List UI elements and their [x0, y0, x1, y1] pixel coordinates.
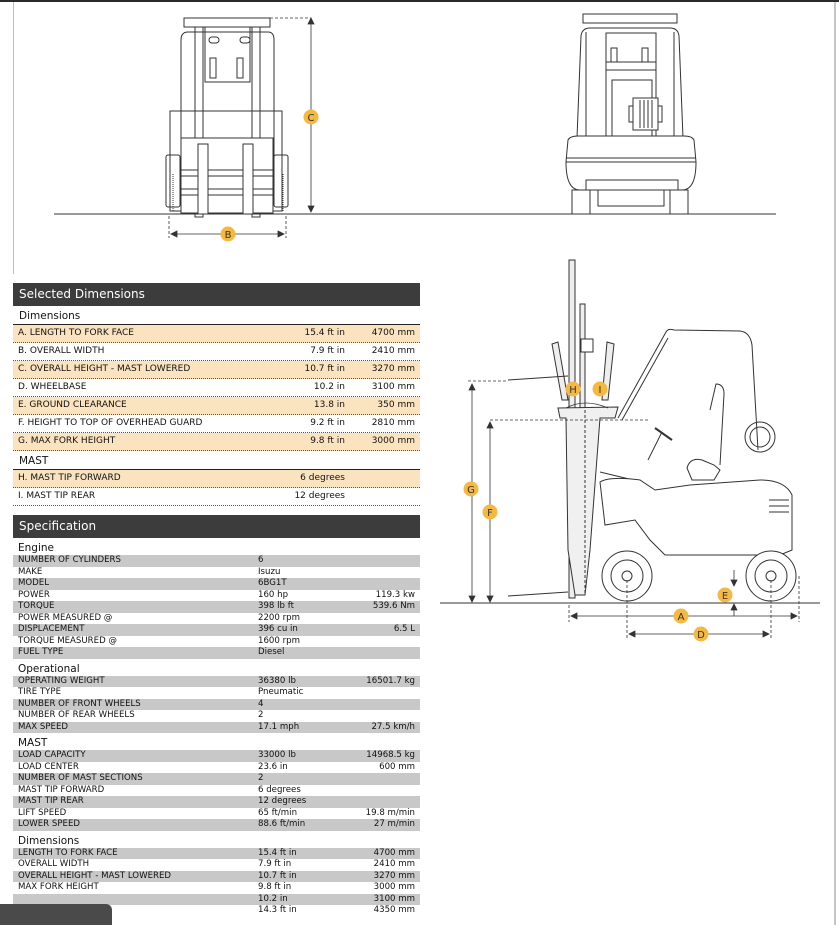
spec-value-imperial: 6	[258, 555, 264, 565]
spec-label: OPERATING WEIGHT	[18, 675, 105, 686]
spec-value-metric	[358, 710, 415, 722]
svg-text:I: I	[598, 385, 602, 396]
svg-text:E: E	[721, 591, 729, 602]
spec-value-imperial: 12 degrees	[258, 796, 307, 806]
spec-group-heading-mast: MAST	[18, 737, 48, 749]
badge-i	[593, 382, 608, 397]
spec-value-metric: 4700 mm	[373, 847, 415, 858]
mast-row	[13, 470, 420, 488]
spec-row	[13, 636, 420, 648]
spec-label: LOAD CENTER	[18, 761, 79, 772]
spec-row	[13, 687, 420, 699]
svg-text:D: D	[697, 630, 705, 641]
spec-value-metric	[358, 785, 415, 797]
rear-view-diagram	[420, 0, 834, 250]
mast-row	[13, 488, 420, 506]
spec-row	[13, 871, 420, 883]
spec-value-imperial: 65 ft/min	[258, 807, 298, 818]
spec-value-imperial: Isuzu	[258, 566, 281, 577]
spec-value-metric	[358, 647, 415, 659]
spec-value-imperial: 33000 lb	[258, 750, 296, 760]
dimension-label: C. OVERALL HEIGHT - MAST LOWERED	[18, 364, 191, 374]
dimension-metric: 3100 mm	[371, 382, 415, 392]
spec-row	[13, 762, 420, 774]
spec-value-metric	[358, 555, 415, 567]
spec-row	[13, 699, 420, 711]
spec-row	[13, 676, 420, 688]
spec-value-metric: 27.5 km/h	[371, 721, 415, 732]
badge-b	[221, 227, 236, 242]
spec-label: NUMBER OF REAR WHEELS	[18, 710, 135, 720]
spec-value-metric	[358, 613, 415, 625]
spec-label: NUMBER OF FRONT WHEELS	[18, 698, 141, 709]
dimension-imperial: 9.2 ft in	[310, 418, 345, 428]
spec-label: POWER MEASURED @	[18, 612, 113, 623]
spec-value-imperial: Diesel	[258, 647, 285, 657]
badge-f	[483, 505, 498, 520]
svg-text:G: G	[467, 485, 475, 496]
spec-label: LENGTH TO FORK FACE	[18, 847, 118, 858]
spec-label: OVERALL WIDTH	[18, 859, 90, 869]
spec-row	[13, 819, 420, 831]
spec-group-heading-engine: Engine	[18, 542, 54, 554]
dimension-metric: 3000 mm	[371, 436, 415, 446]
spec-value-metric	[358, 567, 415, 579]
spec-label: TORQUE	[18, 601, 55, 611]
badge-a	[674, 609, 689, 624]
spec-group-heading-operational: Operational	[18, 662, 80, 675]
dimension-label: B. OVERALL WIDTH	[18, 346, 105, 356]
spec-value-imperial: 17.1 mph	[258, 721, 300, 732]
dimension-row	[13, 379, 420, 397]
spec-value-metric	[358, 636, 415, 648]
dimension-imperial: 10.2 in	[313, 382, 345, 392]
spec-value-metric: 3100 mm	[373, 893, 415, 904]
spec-value-imperial: 23.6 in	[258, 761, 288, 772]
dimension-imperial: 15.4 ft in	[304, 328, 345, 338]
spec-value-imperial: 36380 lb	[258, 675, 296, 686]
spec-value-metric	[358, 773, 415, 785]
mast-value: 6 degrees	[300, 473, 345, 483]
spec-value-metric: 16501.7 kg	[366, 675, 415, 686]
dimension-row	[13, 415, 420, 433]
front-view-diagram	[0, 0, 420, 250]
spec-value-metric: 600 mm	[379, 761, 415, 772]
spec-value-imperial: 398 lb ft	[258, 601, 294, 611]
spec-label: LOAD CAPACITY	[18, 750, 86, 760]
spec-row	[13, 848, 420, 860]
overlay-popup[interactable]	[0, 904, 112, 925]
spec-label: FUEL TYPE	[18, 647, 64, 657]
spec-row	[13, 710, 420, 722]
dimension-imperial: 13.8 in	[313, 400, 345, 410]
spec-row	[13, 808, 420, 820]
spec-label: POWER	[18, 589, 50, 600]
mast-label: I. MAST TIP REAR	[18, 491, 96, 501]
spec-label: TIRE TYPE	[18, 687, 62, 697]
spec-row	[13, 567, 420, 579]
spec-label: MAX SPEED	[18, 721, 69, 732]
badge-g	[464, 482, 479, 497]
badge-e	[718, 588, 733, 603]
badge-h	[566, 382, 581, 397]
spec-value-imperial: 6BG1T	[258, 578, 287, 588]
mast-value: 12 degrees	[294, 491, 345, 501]
spec-value-imperial: 88.6 ft/min	[258, 819, 306, 829]
spec-label: MAST TIP REAR	[18, 796, 84, 806]
spec-value-metric: 14968.5 kg	[366, 750, 415, 760]
dimension-metric: 350 mm	[377, 400, 415, 410]
spec-value-metric	[358, 578, 415, 590]
spec-value-metric	[358, 796, 415, 808]
dimension-imperial: 9.8 ft in	[310, 436, 345, 446]
dimension-label: E. GROUND CLEARANCE	[18, 400, 127, 410]
svg-text:C: C	[307, 113, 315, 124]
svg-text:F: F	[487, 508, 493, 519]
spec-label: NUMBER OF MAST SECTIONS	[18, 773, 143, 783]
dimension-metric: 4700 mm	[371, 328, 415, 338]
side-view-diagram	[440, 250, 834, 650]
spec-label: OVERALL HEIGHT - MAST LOWERED	[18, 870, 172, 881]
dimension-row	[13, 325, 420, 343]
spec-label: MAX FORK HEIGHT	[18, 882, 99, 892]
svg-text:H: H	[569, 385, 577, 396]
spec-row	[13, 624, 420, 636]
right-scroll-edge	[834, 2, 836, 925]
spec-value-imperial: 2	[258, 710, 264, 720]
spec-row	[13, 590, 420, 602]
spec-value-metric: 6.5 L	[393, 624, 415, 634]
spec-row	[13, 882, 420, 894]
spec-value-imperial: Pneumatic	[258, 687, 304, 697]
spec-value-imperial: 10.2 in	[258, 893, 288, 904]
spec-value-metric: 119.3 kw	[375, 589, 415, 600]
dimension-label: A. LENGTH TO FORK FACE	[18, 328, 134, 338]
spec-row	[13, 613, 420, 625]
svg-text:B: B	[224, 230, 232, 241]
dimension-label: D. WHEELBASE	[18, 382, 87, 392]
dimension-row	[13, 343, 420, 361]
spec-value-imperial: 10.7 ft in	[258, 870, 297, 881]
spec-label: LOWER SPEED	[18, 819, 80, 829]
spec-row	[13, 859, 420, 871]
spec-value-imperial: 4	[258, 698, 264, 709]
spec-row	[13, 601, 420, 613]
dimension-row	[13, 397, 420, 415]
spec-value-imperial: 9.8 ft in	[258, 882, 292, 892]
spec-value-imperial: 2200 rpm	[258, 612, 300, 623]
spec-value-metric: 539.6 Nm	[372, 601, 415, 611]
spec-row	[13, 722, 420, 734]
spec-group-heading-dimensions: Dimensions	[18, 834, 80, 847]
spec-label: MAKE	[18, 566, 43, 577]
spec-value-imperial: 160 hp	[258, 589, 289, 600]
dimension-metric: 2810 mm	[371, 418, 415, 428]
dimension-metric: 3270 mm	[371, 364, 415, 374]
dimension-metric: 2410 mm	[371, 346, 415, 356]
spec-value-metric: 27 m/min	[373, 819, 415, 829]
spec-value-imperial: 6 degrees	[258, 784, 301, 795]
spec-label: LIFT SPEED	[18, 807, 67, 818]
mast-label: H. MAST TIP FORWARD	[18, 473, 121, 483]
specification-header: Specification	[13, 515, 420, 538]
mast-heading: MAST	[13, 451, 420, 470]
badge-c	[304, 110, 319, 125]
spec-label: TORQUE MEASURED @	[18, 635, 118, 646]
spec-value-metric: 19.8 m/min	[365, 807, 415, 818]
spec-value-imperial: 15.4 ft in	[258, 847, 297, 858]
spec-value-imperial: 2	[258, 773, 264, 783]
svg-text:A: A	[677, 612, 685, 623]
spec-value-imperial: 1600 rpm	[258, 635, 300, 646]
spec-row	[13, 785, 420, 797]
spec-label: DISPLACEMENT	[18, 624, 85, 634]
selected-dimensions-panel	[13, 283, 420, 506]
selected-dimensions-header: Selected Dimensions	[13, 283, 420, 306]
spec-value-metric: 4350 mm	[373, 905, 415, 915]
spec-label: MAST TIP FORWARD	[18, 784, 105, 795]
spec-value-metric	[358, 699, 415, 711]
spec-value-imperial: 396 cu in	[258, 624, 298, 634]
dimensions-heading: Dimensions	[13, 306, 420, 325]
spec-value-metric: 2410 mm	[373, 859, 415, 869]
badge-d	[694, 627, 709, 642]
dimension-imperial: 7.9 ft in	[310, 346, 345, 356]
dimension-row	[13, 433, 420, 451]
spec-row	[13, 555, 420, 567]
spec-row	[13, 773, 420, 785]
spec-label: NUMBER OF CYLINDERS	[18, 555, 121, 565]
spec-value-imperial: 14.3 ft in	[258, 905, 297, 915]
spec-row	[13, 578, 420, 590]
spec-value-metric	[358, 687, 415, 699]
spec-value-imperial: 7.9 ft in	[258, 859, 292, 869]
dimension-row	[13, 361, 420, 379]
dimension-imperial: 10.7 ft in	[304, 364, 345, 374]
dimension-label: F. HEIGHT TO TOP OF OVERHEAD GUARD	[18, 418, 203, 428]
spec-value-metric: 3000 mm	[373, 882, 415, 892]
spec-label: MODEL	[18, 578, 50, 588]
spec-row	[13, 647, 420, 659]
specification-panel	[13, 515, 420, 917]
spec-value-metric: 3270 mm	[373, 870, 415, 881]
spec-row	[13, 750, 420, 762]
spec-row	[13, 796, 420, 808]
dimension-label: G. MAX FORK HEIGHT	[18, 436, 116, 446]
